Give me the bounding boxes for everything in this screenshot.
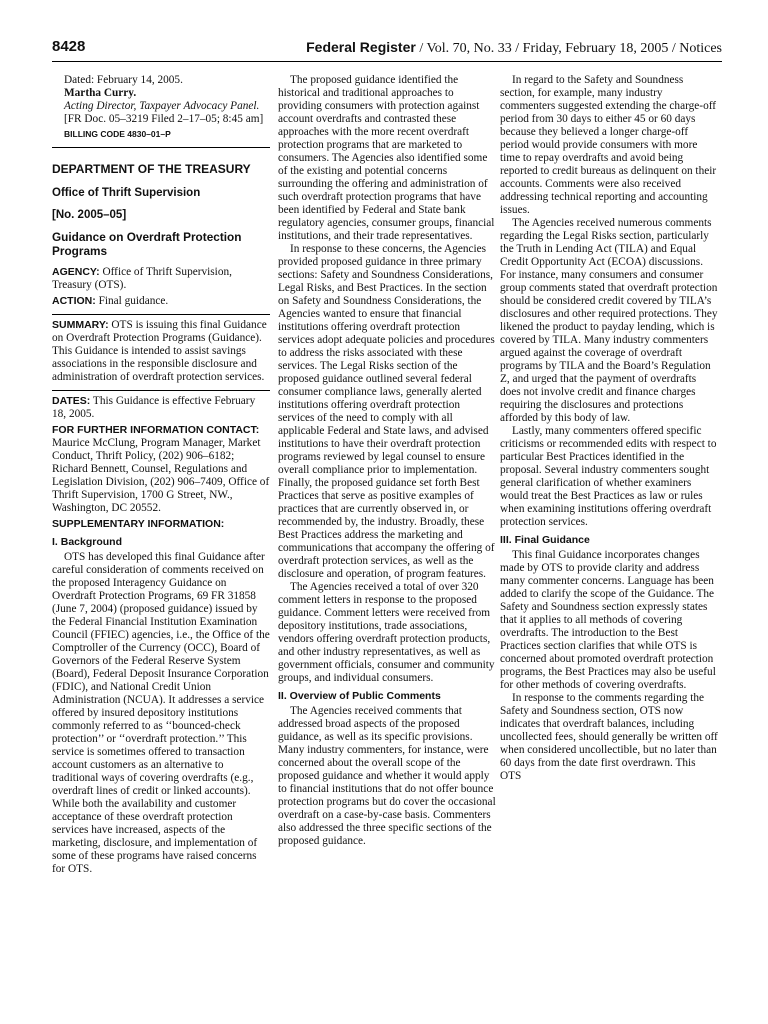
dates-block: DATES: This Guidance is effective February 18, 2005. xyxy=(52,395,256,420)
signer-title: Acting Director, Taxpayer Advocacy Panel. xyxy=(64,100,260,112)
column-1 xyxy=(52,74,270,876)
journal-name: Federal Register xyxy=(306,39,416,55)
office-heading: Office of Thrift Supervision xyxy=(52,187,201,199)
paragraph: The Agencies received numerous comments regarding the Legal Risks section, particularly the Truth in Lending Act (TILA) and Equal Credit Opportunity Act (ECOA) discussions. For instance, many consumers and consumer group comments stated that overdraft protection should be considered credit covered by TILA’s disclosures and other required protections. They likened the product to payday lending, which is covered by TILA. Many industry commenters argued against the coverage of overdraft programs by TILA and the Board’s Regulation Z, and urged that the payment of overdrafts does not involve credit and finance charges requiring the disclosures and protections afforded by this body of law. xyxy=(500,217,718,424)
paragraph: The Agencies received a total of over 320 comment letters in response to the proposed guidance. Comment letters were received from depository institutions, trade associations, vendors offering overdraft protection products, and other industry representatives, as well as government officials, consumer and community groups, and individual consumers. xyxy=(278,581,495,684)
document-title: Guidance on Overdraft Protection Programs xyxy=(52,230,242,258)
dated-line: Dated: February 14, 2005. xyxy=(64,74,183,86)
department-heading: DEPARTMENT OF THE TREASURY xyxy=(52,162,251,176)
paragraph: OTS has developed this final Guidance after careful consideration of comments received on the proposed Interagency Guidance on Overdraft Protection Programs, 69 FR 31858 (June 7, 2004) (proposed guidance) issued by the Federal Financial Institution Examination Council (FFIEC) agencies, i.e., the Office of the Comptroller of the Currency (OCC), Board of Governors of the Federal Reserve System (Board), Federal Deposit Insurance Corporation (FDIC), and National Credit Union Administration (NCUA). It addresses a service offered by insured depository institutions commonly referred to as ‘‘bounced-check protection’’ or ‘‘overdraft protection.’’ This service is sometimes offered to transaction account customers as an alternative to traditional ways of covering overdrafts (e.g., overdraft lines of credit or linked accounts). While both the availability and customer acceptance of these overdraft protection services have increased, aspects of the marketing, disclosure, and implementation of some of these programs have raised concerns for OTS. xyxy=(52,551,270,875)
previous-document-close xyxy=(52,74,270,141)
column-3 xyxy=(500,74,718,783)
paragraph: Lastly, many commenters offered specific criticisms or recommended edits with respect to particular Best Practices identified in the proposal. Several industry commenters sought general clarification of whether examiners would treat the Best Practices as law or rules when examining institutions offering overdraft protection services. xyxy=(500,425,717,528)
agency-block: AGENCY: Office of Thrift Supervision, Treasury (OTS). xyxy=(52,266,232,291)
billing-code: BILLING CODE 4830–01–P xyxy=(64,129,171,139)
paragraph: In response to the comments regarding the Safety and Soundness section, OTS now indicates that overdraft balances, including uncollected fees, should generally be written off when considered uncollectible, but no later than 60 days from the date first overdrawn. This OTS xyxy=(500,692,718,782)
paragraph: The Agencies received comments that addressed broad aspects of the proposed guidance, as well as its specific provisions. Many industry commenters, for instance, were concerned about the overall scope of the proposed guidance and whether it would apply to financial institutions that do not offer bounce protection programs but do cover the occasional overdraft on a case-by-case basis. Commenters also addressed the three specific sections of the proposed guidance. xyxy=(278,705,496,847)
page-number: 8428 xyxy=(52,38,86,55)
issue-info: / Vol. 70, No. 33 / Friday, February 18, 2005 / Notices xyxy=(415,41,722,56)
fr-doc-line: [FR Doc. 05–3219 Filed 2–17–05; 8:45 am] xyxy=(64,113,264,125)
divider xyxy=(52,390,270,391)
paragraph: The proposed guidance identified the historical and traditional approaches to providing consumers with protection against account overdrafts and contrasted these approaches with the more recent overdraft protection programs that are marketed to consumers. The Agencies also identified some of the existing and potential concerns surrounding the offering and administration of such overdraft protection programs that have been identified by Federal and State bank regulatory agencies, consumer groups, financial institutions, and their trade representatives. xyxy=(278,74,495,242)
divider xyxy=(52,314,270,315)
divider xyxy=(52,147,270,148)
section-heading-final-guidance: III. Final Guidance xyxy=(500,534,590,546)
contact-block: FOR FURTHER INFORMATION CONTACT: Maurice McClung, Program Manager, Market Conduct, Thrift Policy, (202) 906–6182; Richard Bennett, Counsel, Regulations and Legislation Division, (202) 906–7409, Office of Thrift Supervision, 1700 G Street, NW., Washington, DC 20552. xyxy=(52,424,270,514)
section-heading-overview: II. Overview of Public Comments xyxy=(278,690,441,702)
column-2 xyxy=(278,74,496,848)
section-heading-background: I. Background xyxy=(52,536,123,548)
summary-block: SUMMARY: OTS is issuing this final Guidance on Overdraft Protection Programs (Guidance). This Guidance is intended to assist savings associations in the responsible disclosure and administration of overdraft protection services. xyxy=(52,319,267,383)
paragraph: This final Guidance incorporates changes made by OTS to provide clarity and address many commenter concerns. Language has been added to clarify the scope of the Guidance. The Safety and Soundness section expressly states that it applies to all methods of covering overdrafts. The introduction to the Best Practices section clarifies that while OTS is concerned about promoted overdraft protection programs, the Best Practices may also be useful for other methods of covering overdrafts. xyxy=(500,549,716,691)
running-head xyxy=(306,39,722,57)
docket-number: [No. 2005–05] xyxy=(52,209,127,221)
signer-name: Martha Curry. xyxy=(64,87,137,99)
action-block: ACTION: Final guidance. xyxy=(52,295,169,307)
page-header xyxy=(52,38,722,62)
supplementary-label: SUPPLEMENTARY INFORMATION: xyxy=(52,518,225,530)
paragraph: In regard to the Safety and Soundness section, for example, many industry commenters suggested extending the charge-off period from 30 days to either 45 or 60 days because they believed a longer charge-off period would provide consumers with more time to repay overdrafts and avoid being reported to credit bureaus as delinquent on their accounts. Comments were also received addressing technical reporting and accounting issues. xyxy=(500,74,717,216)
paragraph: In response to these concerns, the Agencies provided proposed guidance in three primary sections: Safety and Soundness Considerations, Legal Risks, and Best Practices. In the section on Safety and Soundness Considerations, the Agencies wanted to ensure that financial institutions offering overdraft protection services adopt adequate policies and procedures to address the risks associated with these services. The Legal Risks section of the proposed guidance outlined several federal consumer compliance laws, generally alerted institutions offering overdraft protection services of the need to comply with all applicable Federal and State laws, and advised institutions to have their overdraft protection programs reviewed by legal counsel to ensure overall compliance prior to implementation. Finally, the proposed guidance set forth Best Practices that serve as positive examples of practices that are currently observed in, or recommended by, the industry. Broadly, these Best Practices address the marketing and communications that accompany the offering of overdraft protection services, as well as the disclosure and operation, of program features. xyxy=(278,243,495,580)
